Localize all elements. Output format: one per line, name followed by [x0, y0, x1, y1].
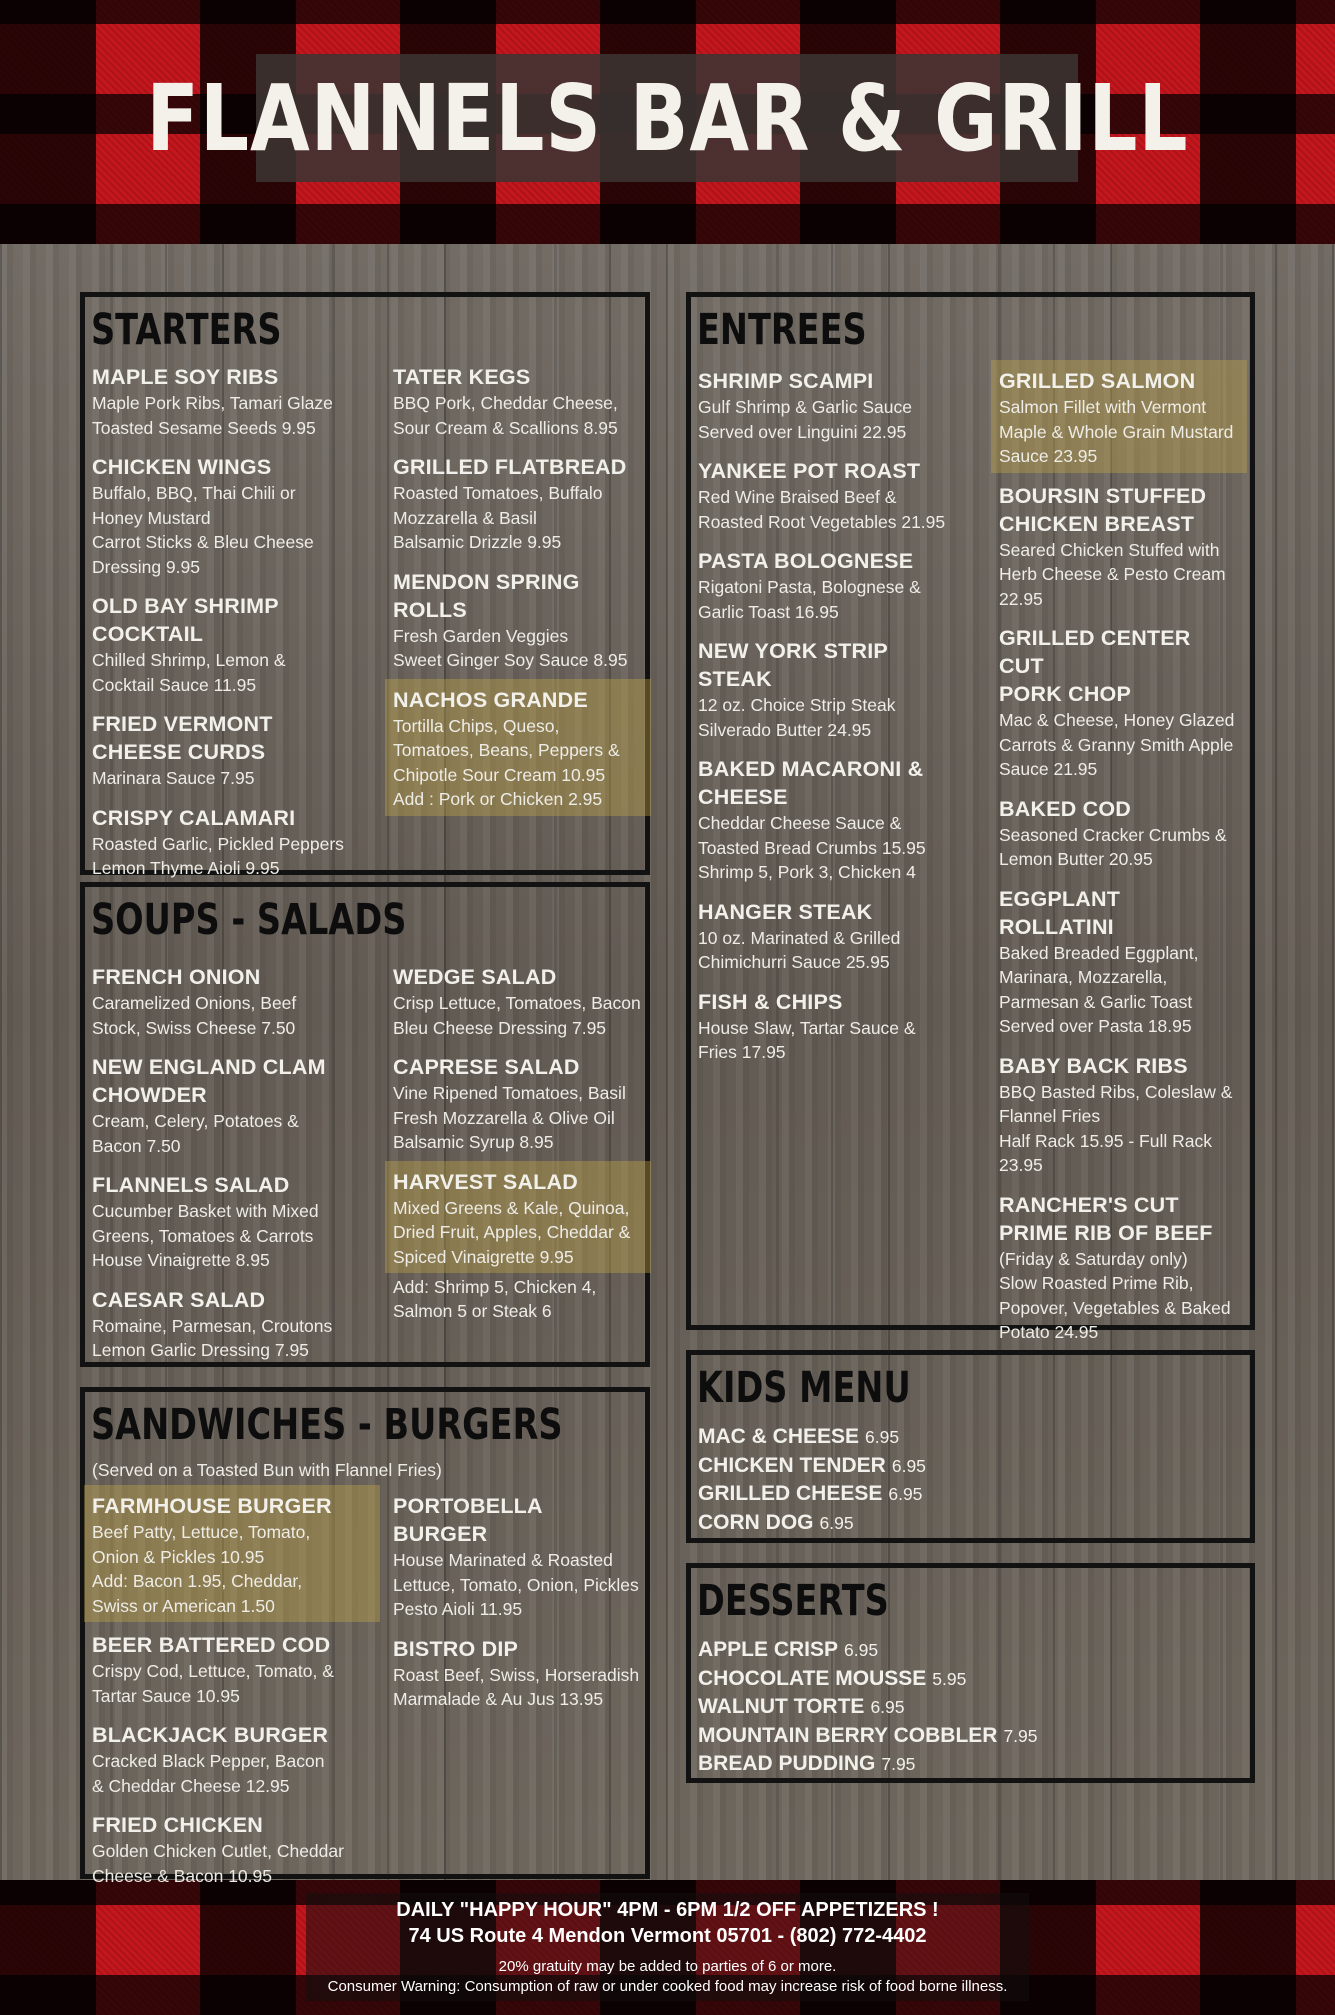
menu-item	[393, 453, 643, 555]
menu-item	[393, 686, 643, 812]
menu-item	[698, 1665, 1038, 1694]
add-on-line: Add: Shrimp 5, Chicken 4,	[393, 1277, 597, 1297]
menu-item	[999, 482, 1239, 612]
section-subtitle: (Served on a Toasted Bun with Flannel Fries)	[92, 1460, 442, 1480]
description-line: Vine Ripened Tomatoes, Basil	[393, 1083, 626, 1103]
description-line: Cucumber Basket with Mixed	[92, 1201, 319, 1221]
kids-menu-list	[698, 1423, 926, 1537]
menu-item-description	[92, 766, 372, 791]
desserts-section	[686, 1563, 1255, 1783]
description-line: Cracked Black Pepper, Bacon	[92, 1751, 325, 1771]
menu-item-name: FRENCH ONION	[92, 965, 261, 989]
description-line: Roasted Tomatoes, Buffalo	[393, 483, 603, 503]
menu-item-price: 6.95	[819, 1512, 854, 1533]
menu-item-name: GRILLED FLATBREAD	[393, 455, 627, 479]
menu-item-name: YANKEE POT ROAST	[698, 459, 921, 483]
description-line: Crispy Cod, Lettuce, Tomato, &	[92, 1661, 334, 1681]
soups-salads-section	[80, 882, 650, 1367]
menu-item-name: BLACKJACK BURGER	[92, 1723, 329, 1747]
menu-item	[393, 1168, 643, 1270]
description-line: Toasted Sesame Seeds 9.95	[92, 417, 316, 438]
description-line: Mozzarella & Basil	[393, 507, 537, 528]
menu-item-name: MOUNTAIN BERRY COBBLER	[698, 1723, 998, 1747]
description-line: Bacon 7.50	[92, 1135, 181, 1156]
description-line: Bleu Cheese Dressing 7.95	[393, 1017, 607, 1038]
description-line: Buffalo, BBQ, Thai Chili or	[92, 483, 296, 503]
menu-item	[92, 710, 372, 791]
menu-item-description	[92, 1314, 372, 1363]
menu-item	[92, 453, 372, 579]
menu-item-price: 6.95	[865, 1427, 900, 1447]
soups-add-ons	[393, 1275, 643, 1323]
description-line: Golden Chicken Cutlet, Cheddar	[92, 1841, 344, 1861]
menu-item-name: CORN DOG	[698, 1510, 814, 1534]
menu-item-name: CHOCOLATE MOUSSE	[698, 1666, 927, 1690]
description-line: Salmon Fillet with Vermont	[999, 397, 1207, 417]
menu-item-description	[393, 624, 643, 673]
menu-item-name: HANGER STEAK	[698, 899, 873, 924]
menu-item-price: 6.95	[870, 1697, 905, 1717]
section-title: STARTERS	[91, 305, 282, 355]
description-line: Roast Beef, Swiss, Horseradish	[393, 1664, 640, 1685]
menu-item-name: CAESAR SALAD	[92, 1287, 266, 1312]
sandwiches-col-1	[92, 1492, 372, 1901]
menu-item-name: FISH & CHIPS	[698, 989, 843, 1014]
menu-item	[698, 637, 978, 742]
menu-item-description	[393, 391, 643, 440]
menu-item-name: CHICKEN BREAST	[999, 511, 1195, 536]
section-title: KIDS MENU	[697, 1363, 911, 1413]
menu-item-description	[999, 1247, 1239, 1345]
menu-item-description	[698, 926, 978, 975]
menu-item-description	[999, 708, 1239, 782]
starters-col-2	[393, 363, 643, 825]
description-line: Garlic Toast 16.95	[698, 601, 839, 622]
menu-item	[698, 898, 978, 975]
menu-item	[698, 1693, 1038, 1722]
description-line: Cocktail Sauce 11.95	[92, 674, 257, 695]
menu-item-description	[92, 391, 372, 440]
menu-item	[393, 568, 643, 673]
description-line: Add: Bacon 1.95, Cheddar,	[92, 1571, 303, 1591]
description-line: Served over Linguini 22.95	[698, 421, 907, 442]
description-line: Crisp Lettuce, Tomatoes, Bacon	[393, 993, 641, 1013]
menu-item-description	[698, 811, 978, 885]
gratuity-note: 20% gratuity may be added to parties of 6 or more.	[498, 1958, 837, 1975]
description-line: Half Rack 15.95 - Full Rack	[999, 1130, 1212, 1151]
menu-item-name: CHICKEN TENDER	[698, 1453, 886, 1477]
description-line: Stock, Swiss Cheese 7.50	[92, 1017, 296, 1038]
description-line: Tartar Sauce 10.95	[92, 1685, 240, 1706]
description-line: Tomatoes, Beans, Peppers &	[393, 740, 620, 760]
menu-item	[999, 1191, 1239, 1345]
description-line: Seasoned Cracker Crumbs &	[999, 824, 1227, 845]
menu-item	[92, 1286, 372, 1363]
description-line: Mac & Cheese, Honey Glazed	[999, 710, 1235, 730]
menu-item-name: TATER KEGS	[393, 365, 531, 389]
sandwiches-col-2	[393, 1492, 643, 1725]
menu-item	[393, 1053, 643, 1155]
menu-item-description	[92, 1520, 372, 1618]
section-title: ENTREES	[697, 305, 867, 355]
menu-item-name: BAKED COD	[999, 796, 1131, 821]
entrees-col-1	[698, 367, 978, 1078]
menu-item-name: BURGER	[393, 1522, 488, 1546]
menu-item-name: EGGPLANT ROLLATINI	[999, 886, 1121, 939]
description-line: House Slaw, Tartar Sauce &	[698, 1017, 916, 1038]
menu-item	[92, 1171, 372, 1273]
menu-item-name: WEDGE SALAD	[393, 965, 557, 989]
menu-item-name: CHICKEN WINGS	[92, 455, 272, 479]
description-line: Potato 24.95	[999, 1322, 1099, 1342]
description-line: Popover, Vegetables & Baked	[999, 1297, 1231, 1318]
menu-item-name: BREAD PUDDING	[698, 1752, 876, 1775]
description-line: Silverado Butter 24.95	[698, 719, 872, 740]
menu-item-description	[698, 693, 978, 742]
menu-item	[999, 624, 1239, 782]
description-line: 22.95	[999, 588, 1043, 609]
description-line: BBQ Pork, Cheddar Cheese,	[393, 393, 618, 413]
menu-item-description	[698, 395, 978, 444]
menu-item-price: 6.95	[888, 1484, 923, 1504]
description-line: House Marinated & Roasted	[393, 1550, 613, 1570]
description-line: Rigatoni Pasta, Bolognese &	[698, 577, 921, 597]
soups-col-2	[393, 963, 643, 1282]
description-line: Maple Pork Ribs, Tamari Glaze	[92, 393, 333, 413]
menu-item	[698, 547, 978, 624]
description-line: Romaine, Parmesan, Croutons	[92, 1315, 333, 1336]
description-line: Lemon Butter 20.95	[999, 849, 1153, 869]
menu-item	[92, 1721, 372, 1798]
sandwiches-burgers-section	[80, 1387, 650, 1886]
menu-item-description	[92, 1839, 372, 1888]
restaurant-title: FLANNELS BAR & GRILL	[145, 64, 1189, 172]
menu-item-name: COCKTAIL	[92, 622, 204, 646]
menu-item	[92, 963, 372, 1040]
menu-item-name: CHOWDER	[92, 1083, 207, 1107]
menu-item-name: BOURSIN STUFFED	[999, 483, 1207, 508]
description-line: Carrots & Granny Smith Apple	[999, 734, 1234, 755]
menu-item	[999, 1052, 1239, 1178]
menu-item	[698, 988, 978, 1065]
menu-item	[698, 1636, 1038, 1665]
menu-item-description	[393, 1196, 643, 1270]
entrees-section	[686, 292, 1255, 1342]
menu-item	[999, 885, 1239, 1039]
menu-item-name: MAPLE SOY RIBS	[92, 365, 279, 389]
menu-item-name: FARMHOUSE BURGER	[92, 1494, 332, 1518]
description-line: Maple & Whole Grain Mustard	[999, 421, 1234, 442]
description-line: Roasted Root Vegetables 21.95	[698, 511, 946, 532]
menu-item	[92, 1631, 372, 1708]
menu-item-price: 7.95	[1003, 1725, 1038, 1746]
description-line: Chimichurri Sauce 25.95	[698, 952, 890, 972]
description-line: Balsamic Drizzle 9.95	[393, 532, 562, 552]
menu-item-name: WALNUT TORTE	[698, 1695, 865, 1718]
menu-item-name: CHEESE CURDS	[92, 740, 266, 764]
menu-item	[698, 1509, 926, 1538]
menu-item	[92, 1811, 372, 1888]
description-line: Herb Cheese & Pesto Cream	[999, 564, 1226, 584]
menu-item-name: NEW ENGLAND CLAM	[92, 1055, 326, 1079]
description-line: Sweet Ginger Soy Sauce 8.95	[393, 650, 628, 670]
menu-item-name: PASTA BOLOGNESE	[698, 549, 914, 573]
menu-item-name: MENDON SPRING	[393, 569, 580, 594]
menu-item-description	[999, 1080, 1239, 1178]
menu-item-name: CAPRESE SALAD	[393, 1055, 580, 1079]
description-line: Baked Breaded Eggplant,	[999, 942, 1199, 963]
description-line: Chilled Shrimp, Lemon &	[92, 650, 286, 670]
menu-item-description	[92, 1659, 372, 1708]
menu-item	[698, 457, 978, 534]
menu-item-name: BAKED MACARONI &	[698, 757, 924, 781]
description-line: (Friday & Saturday only)	[999, 1248, 1188, 1269]
address-phone-line: 74 US Route 4 Mendon Vermont 05701 - (802) 772-4402	[408, 1925, 927, 1947]
description-line: Lemon Garlic Dressing 7.95	[92, 1340, 309, 1360]
description-line: Cream, Celery, Potatoes &	[92, 1111, 299, 1131]
starters-col-1	[92, 363, 372, 894]
menu-item-description	[393, 1548, 643, 1622]
entrees-col-2	[999, 367, 1239, 1358]
description-line: Seared Chicken Stuffed with	[999, 539, 1220, 560]
menu-item	[698, 755, 978, 885]
section-title: SANDWICHES - BURGERS	[91, 1400, 563, 1450]
description-line: 12 oz. Choice Strip Steak	[698, 695, 896, 715]
menu-item-name: ROLLS	[393, 597, 467, 622]
menu-item	[698, 367, 978, 444]
menu-item-description	[393, 481, 643, 555]
menu-item-name: NACHOS GRANDE	[393, 687, 588, 712]
menu-item-name: PORK CHOP	[999, 682, 1132, 706]
menu-item-description	[999, 823, 1239, 872]
menu-item-name: GRILLED CENTER CUT	[999, 626, 1191, 678]
menu-item	[92, 363, 372, 440]
menu-item-name: STEAK	[698, 667, 772, 691]
description-line: Marmalade & Au Jus 13.95	[393, 1689, 604, 1709]
description-line: Sauce 23.95	[999, 446, 1098, 466]
menu-item	[698, 1423, 926, 1452]
description-line: Gulf Shrimp & Garlic Sauce	[698, 397, 912, 417]
menu-item-description	[999, 538, 1239, 612]
menu-item-name: MAC & CHEESE	[698, 1425, 860, 1448]
add-on-line: Salmon 5 or Steak 6	[393, 1301, 552, 1321]
description-line: Marinara Sauce 7.95	[92, 768, 255, 788]
menu-item	[393, 1492, 643, 1622]
description-line: Add : Pork or Chicken 2.95	[393, 789, 603, 809]
section-title: DESSERTS	[697, 1576, 889, 1626]
description-line: Honey Mustard	[92, 507, 211, 528]
description-line: Lettuce, Tomato, Onion, Pickles	[393, 1574, 639, 1595]
description-line: Served over Pasta 18.95	[999, 1016, 1192, 1036]
description-line: Onion & Pickles 10.95	[92, 1546, 265, 1567]
consumer-warning: Consumer Warning: Consumption of raw or under cooked food may increase risk of food borne illness.	[327, 1978, 1008, 1995]
menu-item-description	[92, 648, 372, 697]
menu-item-name: BISTRO DIP	[393, 1636, 519, 1661]
starters-section	[80, 292, 650, 878]
description-line: Greens, Tomatoes & Carrots	[92, 1225, 314, 1246]
menu-item-description	[393, 991, 643, 1040]
description-line: Spiced Vinaigrette 9.95	[393, 1246, 574, 1267]
menu-item-description	[393, 714, 643, 812]
description-line: Lemon Thyme Aioli 9.95	[92, 858, 280, 878]
description-line: Beef Patty, Lettuce, Tomato,	[92, 1522, 311, 1542]
menu-item-name: CRISPY CALAMARI	[92, 805, 296, 830]
menu-item-name: NEW YORK STRIP	[698, 639, 888, 663]
menu-item-name: RANCHER'S CUT	[999, 1192, 1179, 1217]
menu-item-name: BABY BACK RIBS	[999, 1053, 1188, 1078]
happy-hour-line: DAILY "HAPPY HOUR" 4PM - 6PM 1/2 OFF APPETIZERS !	[396, 1899, 939, 1921]
menu-item-description	[92, 1749, 372, 1798]
description-line: House Vinaigrette 8.95	[92, 1250, 270, 1270]
menu-item-description	[393, 1663, 643, 1712]
menu-item-name: PRIME RIB OF BEEF	[999, 1220, 1213, 1245]
menu-item-price: 7.95	[881, 1754, 916, 1774]
description-line: Swiss or American 1.50	[92, 1595, 275, 1616]
menu-item-name: FLANNELS SALAD	[92, 1173, 290, 1197]
menu-item	[698, 1480, 926, 1509]
menu-item-description	[92, 481, 372, 579]
description-line: Slow Roasted Prime Rib,	[999, 1273, 1194, 1293]
menu-item-name: PORTOBELLA	[393, 1494, 543, 1518]
description-line: Sour Cream & Scallions 8.95	[393, 417, 618, 438]
menu-item	[92, 804, 372, 881]
menu-item-name: OLD BAY SHRIMP	[92, 594, 279, 618]
description-line: Shrimp 5, Pork 3, Chicken 4	[698, 862, 916, 882]
description-line: 23.95	[999, 1155, 1043, 1175]
menu-item-name: FRIED CHICKEN	[92, 1813, 264, 1837]
menu-item-price: 6.95	[891, 1455, 926, 1476]
description-line: Flannel Fries	[999, 1106, 1101, 1126]
menu-item-price: 6.95	[844, 1640, 879, 1660]
menu-item-name: GRILLED CHEESE	[698, 1482, 883, 1505]
menu-item	[999, 367, 1239, 469]
description-line: Toasted Bread Crumbs 15.95	[698, 837, 926, 858]
menu-item-name: CHEESE	[698, 785, 788, 809]
section-title: SOUPS - SALADS	[91, 895, 407, 945]
menu-item	[698, 1722, 1038, 1751]
description-line: Roasted Garlic, Pickled Peppers	[92, 833, 344, 854]
menu-item	[698, 1750, 1038, 1779]
menu-item-name: SHRIMP SCAMPI	[698, 369, 874, 393]
menu-item-name: FRIED VERMONT	[92, 712, 273, 736]
menu-item-description	[698, 485, 978, 534]
desserts-list	[698, 1636, 1038, 1779]
menu-item	[393, 963, 643, 1040]
description-line: Cheddar Cheese Sauce &	[698, 813, 902, 833]
title-banner	[145, 54, 1189, 182]
soups-col-1	[92, 963, 372, 1376]
footer-panel	[306, 1893, 1030, 2001]
menu-item-name: GRILLED SALMON	[999, 369, 1196, 393]
menu-item-description	[92, 991, 372, 1040]
description-line: 10 oz. Marinated & Grilled	[698, 927, 901, 948]
description-line: Tortilla Chips, Queso,	[393, 715, 560, 736]
description-line: BBQ Basted Ribs, Coleslaw &	[999, 1081, 1233, 1102]
description-line: Dried Fruit, Apples, Cheddar &	[393, 1222, 631, 1242]
menu-item-name: BEER BATTERED COD	[92, 1633, 331, 1657]
description-line: Caramelized Onions, Beef	[92, 993, 297, 1013]
menu-item-description	[393, 1081, 643, 1155]
menu-item-description	[698, 1016, 978, 1065]
description-line: Dressing 9.95	[92, 556, 200, 577]
description-line: Chipotle Sour Cream 10.95	[393, 764, 606, 785]
menu-item	[92, 1492, 372, 1618]
description-line: Mixed Greens & Kale, Quinoa,	[393, 1197, 630, 1218]
menu-item	[92, 1053, 372, 1158]
description-line: Cheese & Bacon 10.95	[92, 1865, 272, 1886]
menu-item-name: HARVEST SALAD	[393, 1169, 578, 1194]
footer	[0, 1893, 1335, 2001]
menu-item-description	[92, 1199, 372, 1273]
menu-item	[393, 363, 643, 440]
kids-menu-section	[686, 1350, 1255, 1543]
menu-item	[999, 795, 1239, 872]
menu-item-description	[92, 1109, 372, 1158]
menu-item-description	[999, 395, 1239, 469]
menu-item-price: 5.95	[932, 1668, 967, 1689]
description-line: Fries 17.95	[698, 1042, 786, 1062]
description-line: Red Wine Braised Beef &	[698, 487, 897, 507]
description-line: & Cheddar Cheese 12.95	[92, 1775, 290, 1796]
menu-item-name: APPLE CRISP	[698, 1638, 839, 1661]
description-line: Fresh Mozzarella & Olive Oil	[393, 1107, 615, 1128]
menu-item	[393, 1635, 643, 1712]
description-line: Sauce 21.95	[999, 759, 1098, 779]
description-line: Marinara, Mozzarella,	[999, 967, 1168, 987]
description-line: Fresh Garden Veggies	[393, 625, 569, 646]
menu-item-description	[92, 832, 372, 881]
description-line: Parmesan & Garlic Toast	[999, 991, 1193, 1012]
description-line: Carrot Sticks & Bleu Cheese	[92, 532, 314, 552]
menu-item-description	[999, 941, 1239, 1039]
menu-item	[698, 1452, 926, 1481]
description-line: Pesto Aioli 11.95	[393, 1599, 523, 1619]
description-line: Balsamic Syrup 8.95	[393, 1132, 554, 1152]
menu-item	[92, 592, 372, 697]
menu-item-description	[698, 575, 978, 624]
